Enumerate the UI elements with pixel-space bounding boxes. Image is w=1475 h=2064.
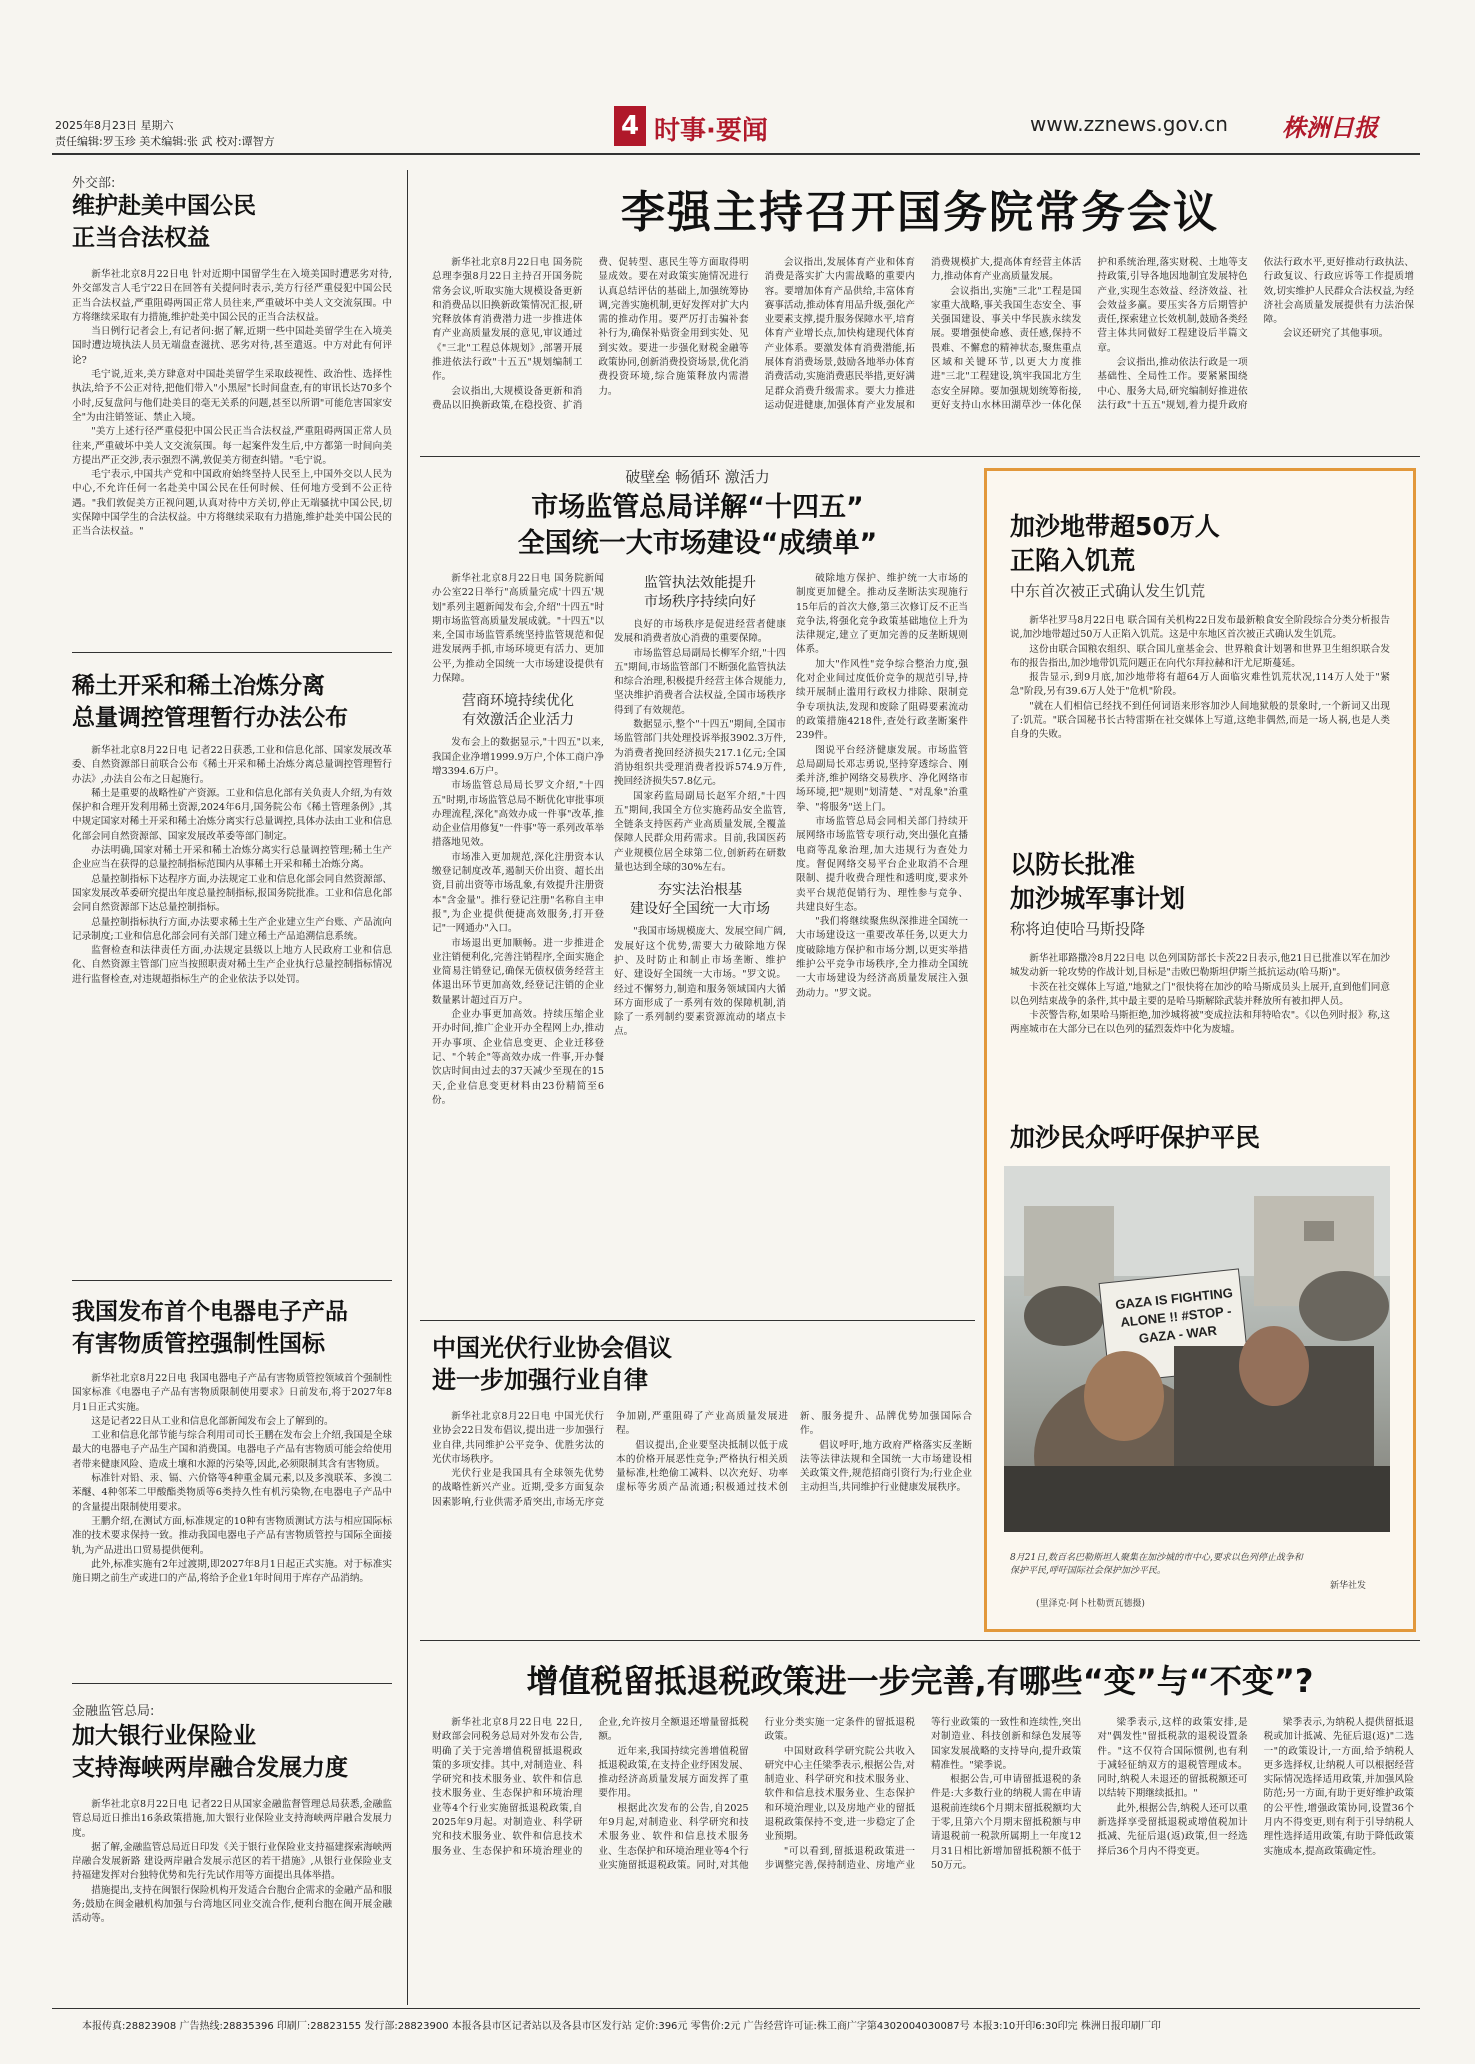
market-col-3: 破除地方保护、维护统一大市场的制度更加健全。推动反垄断法实现施行15年后的首次大修,第三次修订反不正当竞争法,将强化竞争政策基础地位上升为法律规定,建立了更加完善的反垄断规则体系。 加大"作风性"竞争综合整治力度,强化对企业间过度低价竞争的规范引导,持续开展制止滥用行政权力排除、限制竞争专项执法,发现和废除了阻碍要素流动的政策措施4218件,查处行政垄断案件239件。 图说平台经济健康发展。市场监管总局副局长邓志勇说,坚持穿透综合、刚柔并济,维护网络交易秩序、净化网络市场环境,把"规则"划清楚、"对乱象"治重拳、"将服务"送上门。 市场监管总局会同相关部门持续开展网络市场监管专项行动,突出强化直播电商等乱象治理,加大违规行为查处力度。督促网络交易平台企业取消不合理限制、提升收费合理性和透明度,要求外卖平台规范促销行为、理性参与竞争、共建良好生态。 "我们将继续聚焦纵深推进全国统一大市场建设这一重要改革任务,以更大力度破除地方保护和市场分割,以更实举措维护公平竞争市场秩序,全力推动全国统一大市场建设为经济高质量发展注入强劲动力。"罗文说。 [796, 573, 968, 999]
a1-title: 维护赴美中国公民 正当合法权益 [72, 193, 256, 251]
newspaper-logo: 株洲日报 [1282, 113, 1378, 142]
page-number: 4 [614, 106, 646, 146]
column-divider [407, 170, 408, 2005]
site-url[interactable]: www.zznews.gov.cn [1030, 112, 1228, 136]
header-editors: 责任编辑:罗玉珍 美术编辑:张 武 校对:谭智方 [55, 135, 275, 148]
pv-body: 新华社北京8月22日电 中国光伏行业协会22日发布倡议,提出进一步加强行业自律,共同维护公平竞争、优胜劣汰的光伏市场秩序。 光伏行业是我国具有全球领先优势的战略性新兴产业。近期,受多方面复杂因素影响,行业供需矛盾突出,市场无序竞争加剧,严重阻碍了产业高质量发展进程。 倡议提出,企业要坚决抵制以低于成本的价格开展恶性竞争;严格执行相关质量标准,杜绝偷工减料、以次充好、功率虚标等劣质产品流通;积极通过技术创新、服务提升、品牌优势加强国际合作。 倡议呼吁,地方政府严格落实反垄断法等法律法规和全国统一大市场建设相关政策文件,规范招商引资行为;行业企业主动担当,共同维护行业健康发展秩序。 [432, 1411, 972, 1508]
header-date: 2025年8月23日 星期六 [55, 119, 174, 132]
protest-caption: 8月21日,数百名巴勒斯坦人聚集在加沙城的市中心,要求以色列停止战争和保护平民,呼吁国际社会保护加沙平民。 [1010, 1553, 1303, 1576]
footer-rule [52, 2008, 1420, 2009]
a1-body: 新华社北京8月22日电 针对近期中国留学生在入境美国时遭恶劣对待,外交部发言人毛宁22日在回答有关提问时表示,美方行径严重侵犯中国公民正当合法权益,严重阻碍两国正常人员往来,严重破坏中美人文交流氛围。中方将继续采取有力措施,维护赴美中国公民的正当合法权益。 当日例行记者会上,有记者问:据了解,近期一些中国赴美留学生在入境美国时遭边境执法人员无端盘查滋扰、恶劣对待,甚至遣返。中方对此有何评论? 毛宁说,近来,美方肆意对中国赴美留学生采取歧视性、政治性、选择性执法,给予不公正对待,把他们带入"小黑屋"长时间盘查,有的审讯长达70多个小时,反复盘问与他们赴美目的毫无关系的问题,甚至以所谓"可能危害国家安全"为由注销签证、禁止入境。 "美方上述行径严重侵犯中国公民正当合法权益,严重阻碍两国正常人员往来,严重破坏中美人文交流氛围。每一起案件发生后,中方都第一时间向美方提出严正交涉,表示强烈不满,敦促美方彻查纠错。"毛宁说。 毛宁表示,中国共产党和中国政府始终坚持人民至上,中国外交以人民为中心,不允许任何一名赴美中国公民在任何时候、任何地方受到不公正待遇。"我们敦促美方正视问题,认真对待中方关切,停止无端骚扰中国公民,切实保障中国学生的合法权益。中方将继续采取有力措施,维护赴美中国公民的正当合法权益。" [72, 269, 392, 538]
market-col-1: 新华社北京8月22日电 国务院新闻办公室22日举行"高质量完成'十四五'规划"系列主题新闻发布会,介绍"十四五"时期市场监管高质量发展成就。"十四五"以来,全国市场监管系统坚持监管规范和促进发展两手抓,市场环境更有活力、更加公平,为推动全国统一大市场建设提供有力保障。 营商环境持续优化 有效激活企业活力 发布会上的数据显示,"十四五"以来,我国企业净增1999.9万户,个体工商户净增3394.6万户。 市场监管总局局长罗文介绍,"十四五"时期,市场监管总局不断优化审批事项办理流程,深化"高效办成一件事"改革,推动企业信用修复"一件事"等一系列改革举措落地见效。 市场准入更加规范,深化注册资本认缴登记制度改革,遏制天价出资、超长出资,目前出资等市场乱象,有效提升注册资本"含金量"。推行登记注册"名称自主申报",为企业提供便捷高效服务,打开登记"一网通办"入口。 市场退出更加顺畅。进一步推进企业注销便利化,完善注销程序,全面实施企业简易注销登记,确保无债权债务经营主体退出环节更加高效,经登记注销的企业数量累计超过百万户。 企业办事更加高效。持续压缩企业开办时间,推广企业开办全程网上办,推动开办事项、企业信息变更、企业迁移登记、"个转企"等高效办成一件事,开办餐饮店时间由过去的37天减少至现在的15天,企业信息变更材料由23份精简至6份。 [432, 573, 604, 1106]
separator [420, 1640, 1420, 1641]
vat-body: 新华社北京8月22日电 22日,财政部会同税务总局对外发布公告,明确了关于完善增值税留抵退税政策的多项安排。其中,对制造业、科学研究和技术服务业、软件和信息技术服务业、生态保护和环境治理业等4个行业实施留抵退税政策,自2025年9月起。对制造业、科学研究和技术服务业、软件和信息技术服务业、生态保护和环境治理业的企业,允许按月全额退还增量留抵税额。 近年来,我国持续完善增值税留抵退税政策,在支持企业纾困发展、推动经济高质量发展方面发挥了重要作用。 根据此次发布的公告,自2025年9月起,对制造业、科学研究和技术服务业、软件和信息技术服务业、生态保护和环境治理业等4个行业实施留抵退税政策。同时,对其他行业分类实施一定条件的留抵退税政策。 中国财政科学研究院公共收入研究中心主任梁季表示,根据公告,对制造业、科学研究和技术服务业、软件和信息技术服务业、生态保护和环境治理业,以及房地产业的留抵退税政策保持不变,进一步稳定了企业预期。 "可以看到,留抵退税政策进一步调整完善,保持制造业、房地产业等行业政策的一致性和连续性,突出对制造业、科技创新和绿色发展等国家发展战略的支持导向,提升政策精准性。"梁季说。 根据公告,可申请留抵退税的条件是:大多数行业的纳税人需在申请退税前连续6个月期末留抵税额均大于零,且第六个月期末留抵税额与申请退税前一税款所属期上一年度12月31日相比新增加留抵税额不低于50万元。 梁季表示,这样的政策安排,是对"偶发性"留抵税款的退税设置条件。"这不仅符合国际惯例,也有利于减轻征纳双方的退税管理成本。同时,纳税人未退还的留抵税额还可以结转下期继续抵扣。" 此外,根据公告,纳税人还可以重新选择享受留抵退税或增值税加计抵减、先征后退(返)政策,但一经选择后36个月内不得变更。 梁季表示,为纳税人提供留抵退税或加计抵减、先征后退(返)"二选一"的政策设计,一方面,给予纳税人更多选择权,让纳税人可以根据经营实际情况选择适用政策,并加强风险防范;另一方面,有助于更好维护政策的公平性,增强政策协同,设置36个月内不得变更,则有利于引导纳税人理性选择适用政策,有助于降低政策实施成本,提高政策确定性。 [432, 1717, 1414, 1871]
separator [72, 652, 392, 653]
a4-kicker: 金融监管总局: [72, 1704, 155, 1719]
separator [72, 1280, 392, 1281]
separator [420, 456, 1420, 457]
a2-body: 新华社北京8月22日电 记者22日获悉,工业和信息化部、国家发展改革委、自然资源部日前联合公布《稀土开采和稀土冶炼分离总量调控管理暂行办法》,办法自公布之日起施行。 稀土是重要的战略性矿产资源。工业和信息化部有关负责人介绍,为有效保护和合理开发利用稀土资源,2024年6月,国务院公布《稀土管理条例》,其中规定国家对稀土开采和稀土冶炼分离实行总量调控,具体办法由工业和信息化部会同自然资源部、国家发展改革委等部门制定。 办法明确,国家对稀土开采和稀土冶炼分离实行总量调控管理;稀土生产企业应当在获得的总量控制指标范围内从事稀土开采和稀土冶炼分离。 总量控制指标下达程序方面,办法规定工业和信息化部会同自然资源部、国家发展改革委研究提出年度总量控制指标,报国务院批准。工业和信息化部会同自然资源部下达总量控制指标。 总量控制指标执行方面,办法要求稀土生产企业建立生产台账、产品流向记录制度;工业和信息化部会同有关部门建立稀土产品追溯信息系统。 监督检查和法律责任方面,办法规定县级以上地方人民政府工业和信息化、自然资源主管部门应当按照职责对稀土生产企业执行总量控制指标情况进行监督检查,对违规超指标生产的企业依法予以处罚。 [72, 745, 392, 985]
israel-plan-sub: 称将迫使哈马斯投降 [1010, 920, 1146, 938]
protest-photo-svg [1004, 1166, 1390, 1532]
market-kicker: 破壁垒 畅循环 激活力 [625, 468, 770, 486]
israel-plan-body: 新华社耶路撒冷8月22日电 以色列国防部长卡茨22日表示,他21日已批准以军在加沙城发动新一轮攻势的作战计划,目标是"击败巴勒斯坦伊斯兰抵抗运动(哈马斯)"。 卡茨在社交媒体上写道,"地狱之门"很快将在加沙的哈马斯成员头上展开,直到他们同意以色列结束战争的条件,其中最主要的是哈马斯解除武装并释放所有被扣押人员。 卡茨警告称,如果哈马斯拒绝,加沙城将被"变成拉法和拜特哈农"。《以色列时报》称,这两座城市在大部分已在以色列的猛烈轰炸中化为废墟。 [1010, 953, 1390, 1036]
market-subhead-3: 夯实法治根基 建设好全国统一大市场 [630, 882, 770, 918]
separator [420, 1320, 975, 1321]
gaza-famine-title: 加沙地带超50万人 正陷入饥荒 [1010, 512, 1220, 575]
protest-credit: 新华社发 [1330, 1581, 1367, 1591]
a4-body: 新华社北京8月22日电 记者22日从国家金融监督管理总局获悉,金融监管总局近日推出16条政策措施,加大银行业保险业支持海峡两岸融合发展力度。 据了解,金融监管总局近日印发《关于银行业保险业支持福建探索海峡两岸融合发展新路 建设两岸融合发展示范区的若干措施》,从银行业保险业支持福建发挥对台独特优势和先行先试作用等方面提出具体举措。 措施提出,支持在闽银行保险机构开发适合台胞台企需求的金融产品和服务;鼓励在闽金融机构加强与台湾地区同业交流合作,便利台胞在闽开展金融活动等。 [72, 1799, 392, 1925]
a3-title: 我国发布首个电器电子产品 有害物质管控强制性国标 [72, 1299, 348, 1357]
a1-kicker: 外交部: [72, 176, 116, 191]
gaza-famine-body: 新华社罗马8月22日电 联合国有关机构22日发布最新粮食安全阶段综合分类分析报告说,加沙地带超过50万人正陷入饥荒。这是中东地区首次被正式确认发生饥荒。 这份由联合国粮农组织、联合国儿童基金会、世界粮食计划署和世界卫生组织联合发布的报告指出,加沙地带饥荒问题正在向代尔拜拉赫和汗尤尼斯蔓延。 报告显示,到9月底,加沙地带将有超64万人面临灾难性饥荒状况,114万人处于"紧急"阶段,另有39.6万人处于"危机"阶段。 "就在人们相信已经找不到任何词语来形容加沙人间地狱般的景象时,一个新词又出现了:饥荒。"联合国秘书长古特雷斯在社交媒体上写道,这绝非偶然,而是一场人祸,也是人类自身的失败。 [1010, 615, 1390, 741]
market-col-2: 监管执法效能提升 市场秩序持续向好 良好的市场秩序是促进经营者健康发展和消费者放心消费的重要保障。 市场监管总局副局长柳军介绍,"十四五"期间,市场监管部门不断强化监管执法和综合治理,积极提升经营主体合规能力,坚决维护消费者合法权益,全国市场秩序得到了有效规范。 数据显示,整个"十四五"期间,全国市场监管部门共处理投诉举报3902.3万件,为消费者挽回经济损失217.1亿元;全国消协组织共受理消费者投诉574.9万件,挽回经济损失57.8亿元。 国家药监局副局长赵军介绍,"十四五"期间,我国全方位实施药品安全监管,全链条支持医药产业高质量发展,全覆盖保障人民群众用药需求。目前,我国医药产业规模位居全球第二位,创新药在研数量也达到全球的30%左右。 夯实法治根基 建设好全国统一大市场 "我国市场规模庞大、发展空间广阔,发展好这个优势,需要大力破除地方保护、及时防止和制止市场垄断、维护好、建设好全国统一大市场。"罗文说。经过不懈努力,制造和服务领域国内大循环方面形成了一系列有效的保障机制,消除了一系列制约要素资源流动的堵点卡点。 [614, 575, 786, 1038]
header-rule [52, 153, 1420, 155]
pv-title: 中国光伏行业协会倡议 进一步加强行业自律 [432, 1334, 672, 1394]
lead-body: 新华社北京8月22日电 国务院总理李强8月22日主持召开国务院常务会议,听取实施大规模设备更新和消费品以旧换新政策情况汇报,研究释放体育消费潜力进一步推进体育产业高质量发展的意见,审议通过《"三北"工程总体规划》,部署开展推进依法行政"十五五"规划编制工作。 会议指出,大规模设备更新和消费品以旧换新政策,在稳投资、扩消费、促转型、惠民生等方面取得明显成效。要在对政策实施情况进行认真总结评估的基础上,加强统筹协调,完善实施机制,更好发挥对扩大内需的推动作用。要严厉打击骗补套补行为,确保补贴资金用到实处、见到实效。要进一步强化财税金融等政策协同,创新消费投资场景,优化消费投资环境,综合施策释放内需潜力。 会议指出,发展体育产业和体育消费是落实扩大内需战略的重要内容。要增加体育产品供给,丰富体育赛事活动,推动体育用品升级,强化产业要素支撑,提升服务保障水平,培育体育产业增长点,加快构建现代体育产业体系。要激发体育消费潜能,拓展体育消费场景,鼓励各地举办体育消费活动,实施消费惠民举措,更好满足群众消费升级需求。要大力推进运动促进健康,加强体育产业发展和消费规模扩大,提高体育经营主体活力,推动体育产业高质量发展。 会议指出,实施"三北"工程是国家重大战略,事关我国生态安全、事关强国建设、事关中华民族永续发展。要增强使命感、责任感,保持不畏难、不懈怠的精神状态,聚焦重点区域和关键环节,以更大力度推进"三北"工程建设,筑牢我国北方生态安全屏障。要加强规划统筹衔接,更好支持山水林田湖草沙一体化保护和系统治理,落实财税、土地等支持政策,引导各地因地制宜发展特色产业,实现生态效益、经济效益、社会效益多赢。要压实各方后期管护责任,探索建立长效机制,鼓励各类经营主体共同做好工程建设后半篇文章。 会议指出,推动依法行政是一项基础性、全局性工作。要紧紧围绕中心、服务大局,研究编制好推进依法行政"十五五"规划,着力提升政府依法行政水平,更好推动行政执法、行政复议、行政应诉等工作提质增效,切实维护人民群众合法权益,为经济社会高质量发展提供有力法治保障。 会议还研究了其他事项。 [432, 257, 1414, 411]
gaza-protest-title: 加沙民众呼吁保护平民 [1010, 1123, 1261, 1152]
a3-body: 新华社北京8月22日电 我国电器电子产品有害物质管控领域首个强制性国家标准《电器电子产品有害物质限制使用要求》日前发布,将于2027年8月1日正式实施。 这是记者22日从工业和信息化部新闻发布会上了解到的。 工业和信息化部节能与综合利用司司长王鹏在发布会上介绍,我国是全球最大的电器电子产品生产国和消费国。电器电子产品有害物质可能会给使用者带来健康风险、造成土壤和水源的污染等,因此,必须限制其含有害物质。 标准针对铅、汞、镉、六价铬等4种重金属元素,以及多溴联苯、多溴二苯醚、4种邻苯二甲酸酯类物质等6类持久性有机污染物,在电器电子产品中的含量提出限制使用要求。 王鹏介绍,在测试方面,标准规定的10种有害物质测试方法与相应国际标准的技术要求保持一致。推动我国电器电子产品有害物质管控与国际全面接轨,为产品进出口贸易提供便利。 此外,标准实施有2年过渡期,即2027年8月1日起正式实施。对于标准实施日期之前生产或进口的产品,将给予企业1年时间用于库存产品消纳。 [72, 1373, 392, 1585]
protest-photo [1004, 1166, 1390, 1532]
israel-plan-title: 以防长批准 加沙城军事计划 [1010, 850, 1186, 913]
footer-info: 本报传真:28823908 广告热线:28835396 印刷厂:28823155 发行部:28823900 本报各县市区记者站以及各县市区发行站 定价:396元 零售价:2元 广告经营许可证:株工商广字第4302004030087号 本报3:10开印6:30印完 株洲日报印刷厂印 [82, 2021, 1161, 2032]
lead-title: 李强主持召开国务院常务会议 [621, 187, 1219, 238]
vat-title: 增值税留抵退税政策进一步完善,有哪些“变”与“不变”? [526, 1662, 1314, 1700]
section-title: 时事·要闻 [654, 116, 768, 146]
a4-title: 加大银行业保险业 支持海峡两岸融合发展力度 [72, 1723, 348, 1781]
gaza-famine-sub: 中东首次被正式确认发生饥荒 [1010, 582, 1206, 600]
market-subhead-2: 监管执法效能提升 市场秩序持续向好 [644, 575, 756, 610]
a2-title: 稀土开采和稀土冶炼分离 总量调控管理暂行办法公布 [72, 673, 348, 731]
protest-photographer: (里泽克·阿卜杜勒贾瓦德摄) [1036, 1599, 1145, 1609]
market-subhead-1: 营商环境持续优化 有效激活企业活力 [462, 693, 574, 729]
separator [72, 1683, 392, 1684]
protest-sign-text: GAZA IS FIGHTING ALONE !! #STOP - GAZA - WAR [1114, 1284, 1234, 1346]
market-title: 市场监管总局详解“十四五” 全国统一大市场建设“成绩单” [517, 492, 878, 559]
